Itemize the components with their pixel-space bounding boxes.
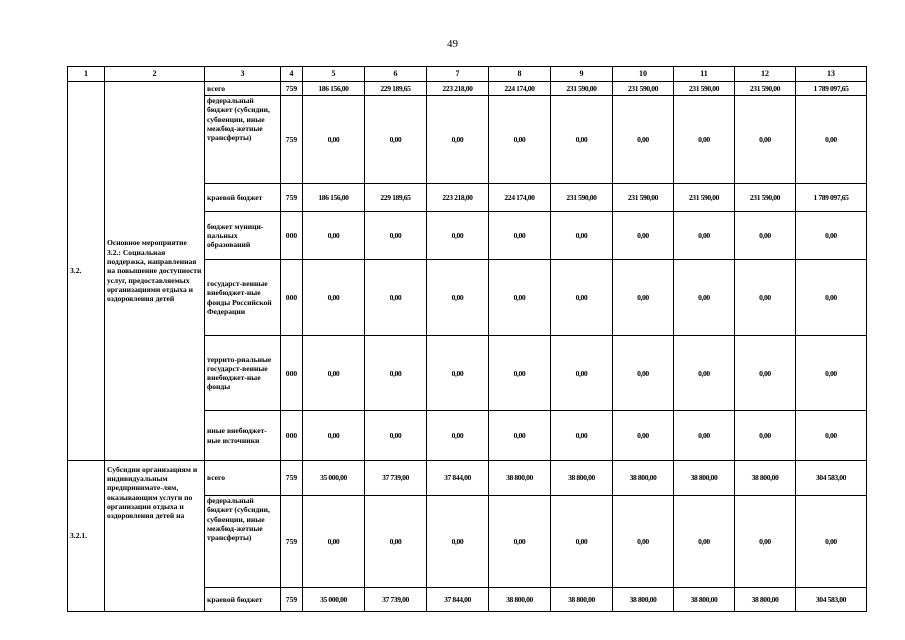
value-cell: 0,00 <box>303 335 365 411</box>
value-cell: 0,00 <box>674 411 735 460</box>
value-cell: 0,00 <box>551 335 613 411</box>
value-cell: 35 000,00 <box>303 587 365 611</box>
grbs-code: 000 <box>281 335 303 411</box>
value-cell: 0,00 <box>613 211 674 259</box>
value-cell: 0,00 <box>735 211 796 259</box>
value-cell: 0,00 <box>489 496 551 588</box>
value-cell: 35 000,00 <box>303 460 365 495</box>
value-cell: 0,00 <box>365 260 427 336</box>
value-cell: 38 800,00 <box>489 460 551 495</box>
value-cell: 0,00 <box>674 96 735 184</box>
value-cell: 231 590,00 <box>551 82 613 96</box>
value-cell: 0,00 <box>613 411 674 460</box>
total-cell: 304 583,00 <box>796 587 867 611</box>
funding-source: государст-венные внебюджет-ные фонды Российской Федерации <box>205 260 281 336</box>
value-cell: 229 189,65 <box>365 183 427 211</box>
value-cell: 186 156,00 <box>303 183 365 211</box>
budget-table <box>67 66 867 612</box>
value-cell: 0,00 <box>551 496 613 588</box>
value-cell: 0,00 <box>735 96 796 184</box>
total-cell: 0,00 <box>796 411 867 460</box>
value-cell: 0,00 <box>303 96 365 184</box>
value-cell: 0,00 <box>427 96 489 184</box>
value-cell: 0,00 <box>735 411 796 460</box>
total-cell: 1 789 097,65 <box>796 82 867 96</box>
value-cell: 0,00 <box>427 496 489 588</box>
table-row <box>68 82 867 96</box>
value-cell: 38 800,00 <box>735 460 796 495</box>
value-cell: 231 590,00 <box>735 183 796 211</box>
value-cell: 224 174,00 <box>489 82 551 96</box>
funding-source: бюджет муници-пальных образований <box>205 211 281 259</box>
measure-name: Субсидии организациям и индивидуальным предпринимате-лям, оказывающим услуги по организации отдыха и оздоровления детей на <box>105 460 205 611</box>
value-cell: 231 590,00 <box>613 82 674 96</box>
value-cell: 0,00 <box>427 211 489 259</box>
total-cell: 304 583,00 <box>796 460 867 495</box>
value-cell: 0,00 <box>674 335 735 411</box>
value-cell: 0,00 <box>551 96 613 184</box>
value-cell: 0,00 <box>427 260 489 336</box>
total-cell: 0,00 <box>796 211 867 259</box>
funding-source: краевой бюджет <box>205 183 281 211</box>
value-cell: 0,00 <box>489 411 551 460</box>
funding-source: федеральный бюджет (субсидии, субвенции, иные межбюд-жетные трансферты) <box>205 96 281 184</box>
column-header: 12 <box>735 67 796 82</box>
column-header: 9 <box>551 67 613 82</box>
funding-source: иные внебюджет-ные источники <box>205 411 281 460</box>
value-cell: 0,00 <box>613 260 674 336</box>
value-cell: 37 844,00 <box>427 460 489 495</box>
value-cell: 37 844,00 <box>427 587 489 611</box>
value-cell: 0,00 <box>551 411 613 460</box>
value-cell: 224 174,00 <box>489 183 551 211</box>
value-cell: 0,00 <box>674 496 735 588</box>
column-header: 10 <box>613 67 674 82</box>
column-header: 8 <box>489 67 551 82</box>
value-cell: 0,00 <box>303 211 365 259</box>
value-cell: 0,00 <box>674 260 735 336</box>
funding-source: всего <box>205 82 281 96</box>
grbs-code: 759 <box>281 460 303 495</box>
value-cell: 38 800,00 <box>613 587 674 611</box>
table-row <box>68 460 867 495</box>
value-cell: 0,00 <box>735 496 796 588</box>
value-cell: 223 218,00 <box>427 183 489 211</box>
value-cell: 38 800,00 <box>551 460 613 495</box>
row-code: 3.2.1. <box>68 460 105 611</box>
funding-source: краевой бюджет <box>205 587 281 611</box>
value-cell: 38 800,00 <box>674 460 735 495</box>
value-cell: 38 800,00 <box>674 587 735 611</box>
value-cell: 0,00 <box>489 211 551 259</box>
value-cell: 38 800,00 <box>735 587 796 611</box>
value-cell: 231 590,00 <box>674 183 735 211</box>
grbs-code: 759 <box>281 82 303 96</box>
value-cell: 0,00 <box>365 96 427 184</box>
value-cell: 0,00 <box>551 211 613 259</box>
value-cell: 0,00 <box>365 496 427 588</box>
funding-source: федеральный бюджет (субсидии, субвенции, иные межбюд-жетные трансферты) <box>205 496 281 588</box>
value-cell: 0,00 <box>303 411 365 460</box>
value-cell: 223 218,00 <box>427 82 489 96</box>
column-header: 13 <box>796 67 867 82</box>
funding-source: террито-риальные государст-венные внебюджет-ные фонды <box>205 335 281 411</box>
value-cell: 37 739,00 <box>365 587 427 611</box>
grbs-code: 759 <box>281 96 303 184</box>
column-header: 2 <box>105 67 205 82</box>
value-cell: 0,00 <box>489 335 551 411</box>
funding-source: всего <box>205 460 281 495</box>
grbs-code: 000 <box>281 260 303 336</box>
column-header: 7 <box>427 67 489 82</box>
total-cell: 0,00 <box>796 96 867 184</box>
value-cell: 0,00 <box>735 260 796 336</box>
value-cell: 38 800,00 <box>489 587 551 611</box>
value-cell: 231 590,00 <box>613 183 674 211</box>
value-cell: 0,00 <box>674 211 735 259</box>
value-cell: 231 590,00 <box>551 183 613 211</box>
value-cell: 229 189,65 <box>365 82 427 96</box>
column-header: 5 <box>303 67 365 82</box>
value-cell: 0,00 <box>427 335 489 411</box>
value-cell: 0,00 <box>489 96 551 184</box>
value-cell: 0,00 <box>303 260 365 336</box>
total-cell: 0,00 <box>796 335 867 411</box>
column-header: 4 <box>281 67 303 82</box>
column-header: 11 <box>674 67 735 82</box>
value-cell: 0,00 <box>365 411 427 460</box>
column-header: 1 <box>68 67 105 82</box>
total-cell: 1 789 097,65 <box>796 183 867 211</box>
value-cell: 0,00 <box>613 496 674 588</box>
value-cell: 0,00 <box>365 335 427 411</box>
value-cell: 0,00 <box>613 96 674 184</box>
value-cell: 0,00 <box>365 211 427 259</box>
value-cell: 0,00 <box>551 260 613 336</box>
value-cell: 0,00 <box>489 260 551 336</box>
grbs-code: 759 <box>281 587 303 611</box>
measure-name: Основное мероприятие 3.2.: Социальная поддержка, направленная на повышение доступности услуг, предоставляемых организациями отдыха и оздоровления детей <box>105 82 205 461</box>
column-header: 3 <box>205 67 281 82</box>
row-code: 3.2. <box>68 82 105 461</box>
value-cell: 0,00 <box>427 411 489 460</box>
value-cell: 37 739,00 <box>365 460 427 495</box>
grbs-code: 000 <box>281 411 303 460</box>
grbs-code: 000 <box>281 211 303 259</box>
value-cell: 186 156,00 <box>303 82 365 96</box>
page-number: 49 <box>447 38 458 50</box>
grbs-code: 759 <box>281 183 303 211</box>
total-cell: 0,00 <box>796 496 867 588</box>
value-cell: 38 800,00 <box>613 460 674 495</box>
total-cell: 0,00 <box>796 260 867 336</box>
value-cell: 231 590,00 <box>674 82 735 96</box>
value-cell: 0,00 <box>735 335 796 411</box>
column-header: 6 <box>365 67 427 82</box>
value-cell: 0,00 <box>613 335 674 411</box>
grbs-code: 759 <box>281 496 303 588</box>
value-cell: 0,00 <box>303 496 365 588</box>
value-cell: 38 800,00 <box>551 587 613 611</box>
header-row <box>68 67 867 82</box>
value-cell: 231 590,00 <box>735 82 796 96</box>
